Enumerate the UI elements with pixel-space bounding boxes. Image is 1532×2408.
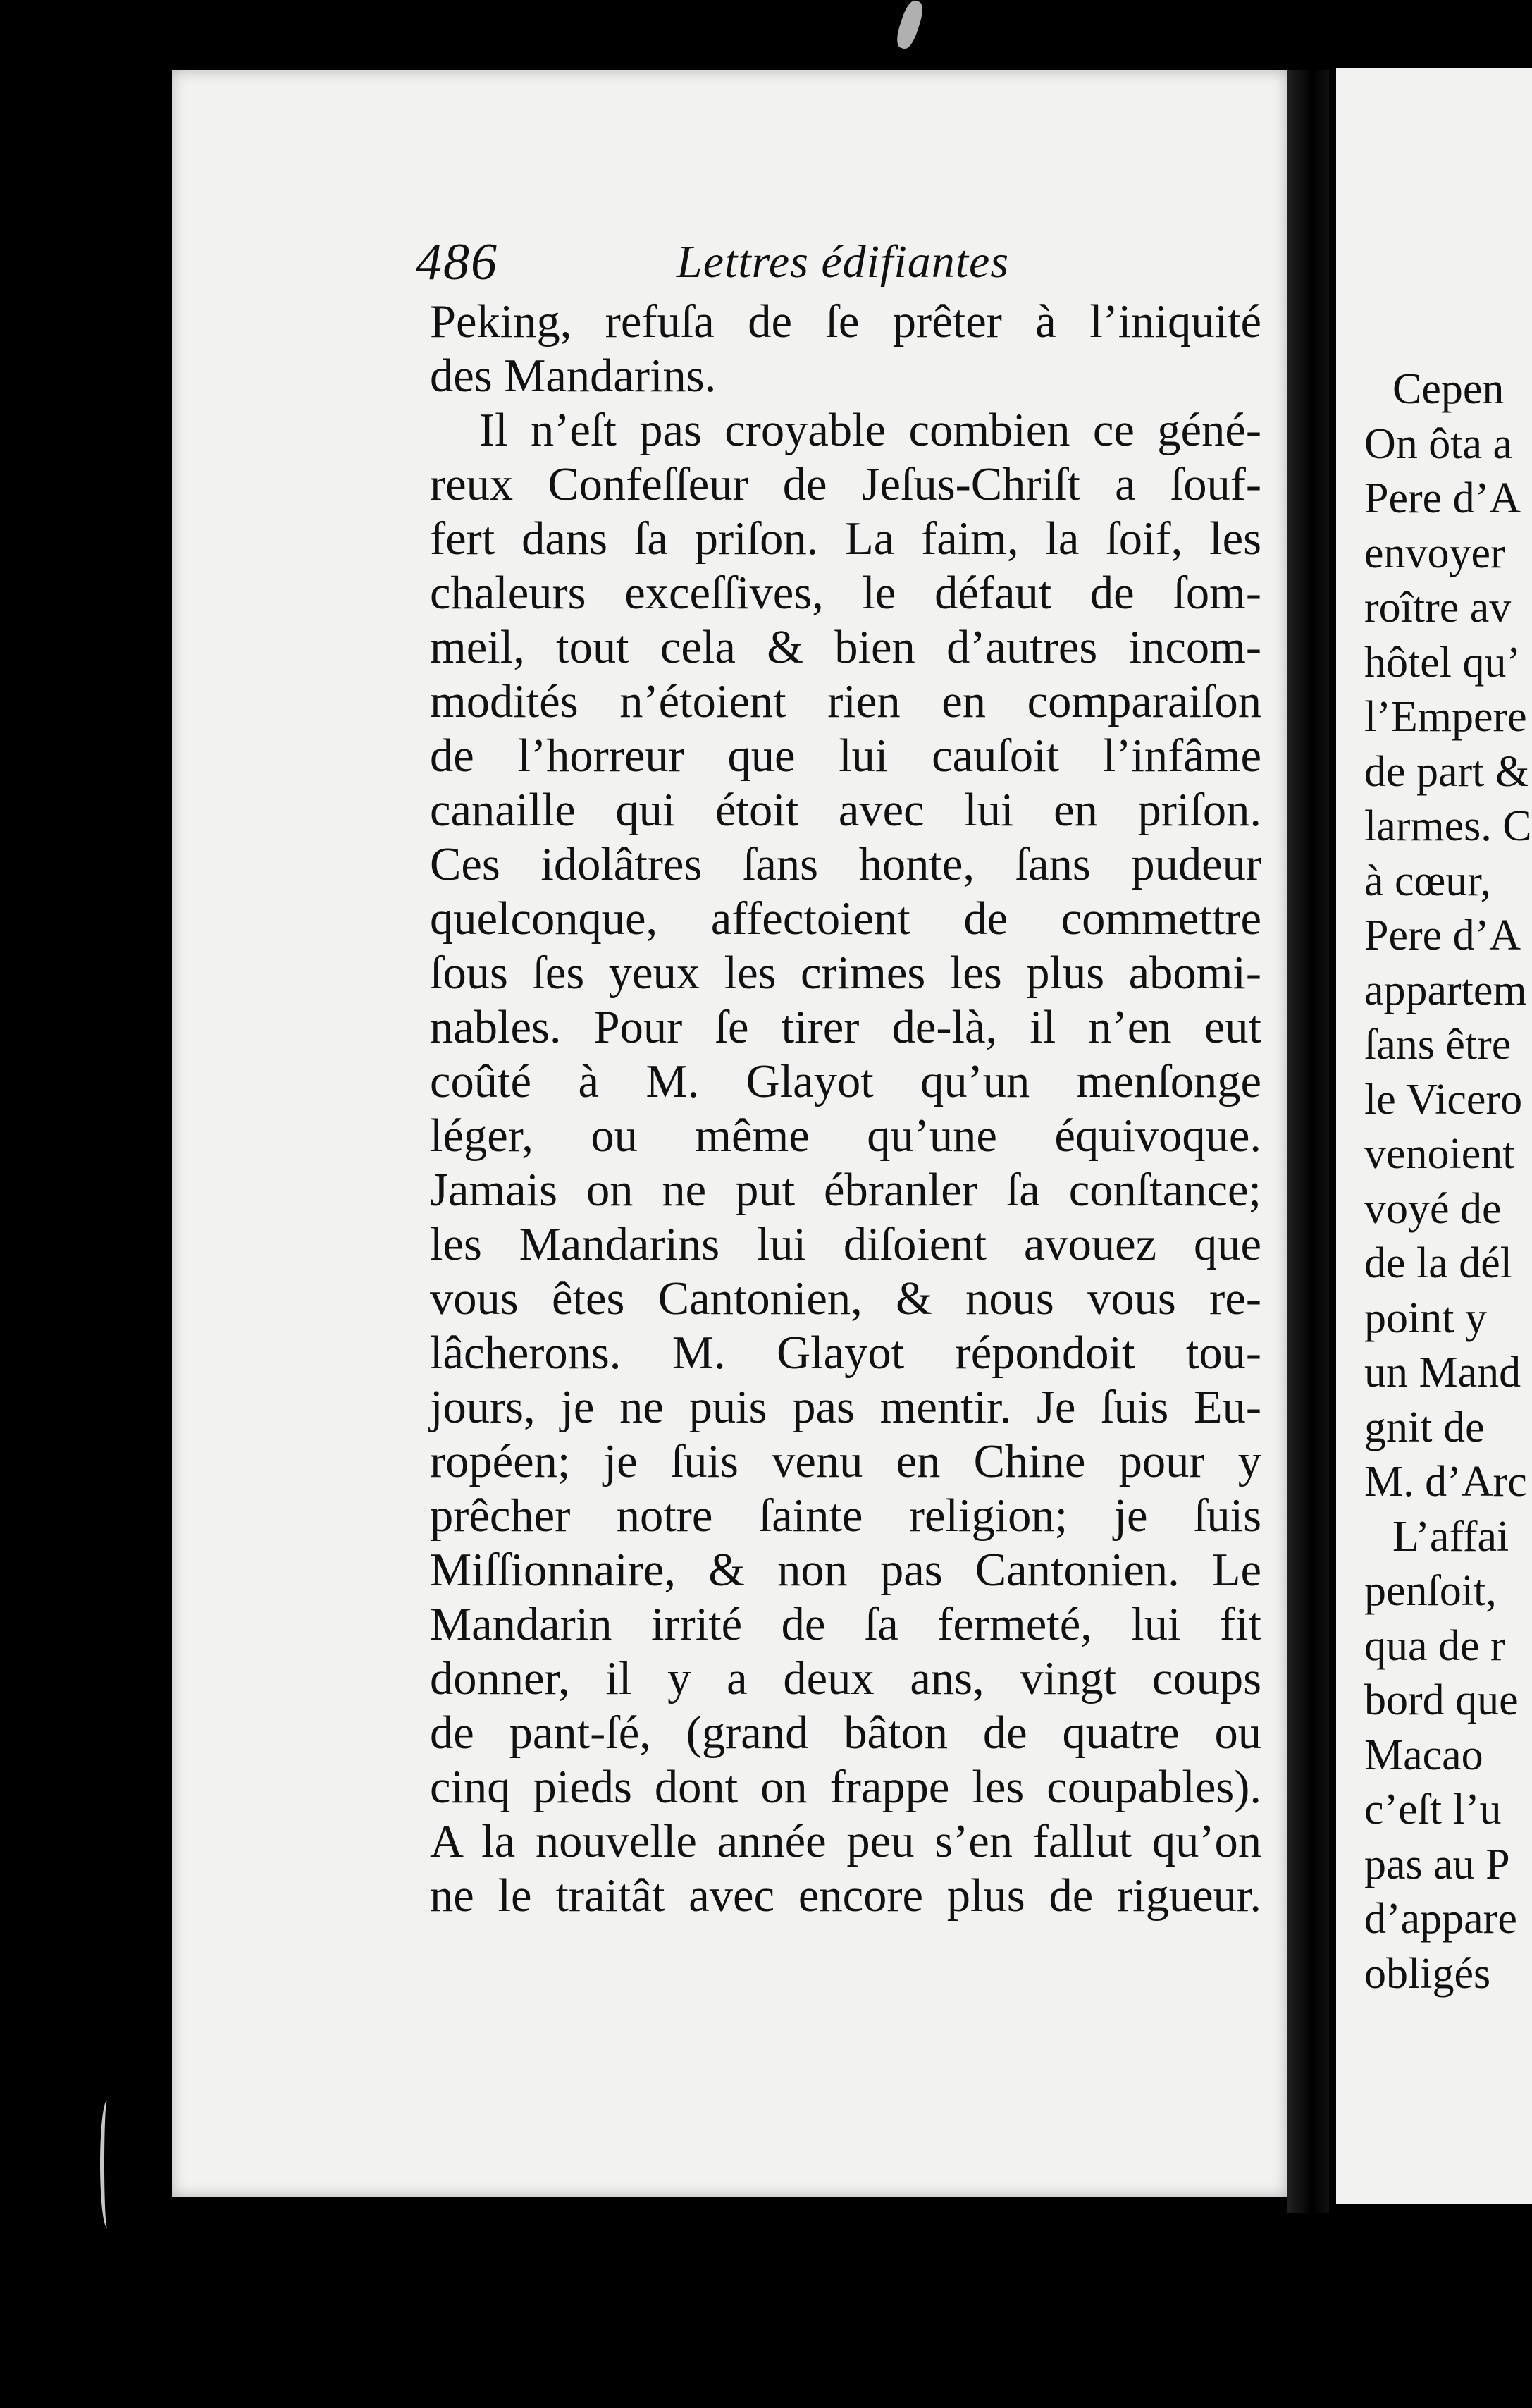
right-line: c’eſt l’u	[1364, 1786, 1502, 1833]
page-number: 486	[416, 233, 498, 291]
right-line: ſans être	[1364, 1021, 1512, 1069]
right-line: un Mand	[1364, 1349, 1521, 1396]
text-line: ſous ſes yeux les crimes les plus abomi-	[430, 947, 1261, 999]
right-line: bord que	[1364, 1676, 1519, 1724]
right-line: de part &	[1364, 747, 1530, 796]
right-line: Pere d’A	[1364, 911, 1521, 959]
text-line: de l’horreur que lui cauſoit l’infâme	[430, 730, 1261, 782]
right-line: L’affai	[1392, 1512, 1509, 1561]
text-line: Mandarin irrité de ſa fermeté, lui fit	[430, 1599, 1261, 1650]
scan-edge-mark	[100, 2101, 114, 2228]
text-line: cinq pieds dont on frappe les coupables).	[430, 1762, 1261, 1813]
text-line: canaille qui étoit avec lui en priſon.	[430, 785, 1261, 836]
right-line: voyé de	[1364, 1184, 1502, 1233]
text-line: nables. Pour ſe tirer de-là, il n’en eut	[430, 1002, 1261, 1053]
right-line: M. d’Arc	[1364, 1458, 1527, 1506]
right-line: Pere d’A	[1364, 474, 1521, 522]
running-title: Lettres édifiantes	[677, 236, 1010, 288]
right-line: envoyer	[1364, 529, 1505, 577]
right-line: On ôta a	[1364, 419, 1513, 468]
right-line: d’appare	[1364, 1895, 1517, 1943]
body-text	[430, 295, 1261, 1923]
right-line: Macao	[1364, 1731, 1483, 1779]
text-line: quelconque, affectoient de commettre	[430, 893, 1261, 945]
text-line: A la nouvelle année peu s’en fallut qu’on	[430, 1816, 1261, 1867]
scan-smudge	[894, 0, 926, 51]
text-line: coûté à M. Glayot qu’un menſonge	[430, 1056, 1261, 1107]
text-line: lâcherons. M. Glayot répondoit tou-	[430, 1327, 1261, 1379]
right-line: hôtel qu’	[1364, 638, 1521, 687]
text-line: des Mandarins.	[430, 350, 717, 402]
right-line: Cepen	[1392, 365, 1505, 413]
text-line: donner, il y a deux ans, vingt coups	[430, 1653, 1261, 1704]
text-line: jours, je ne puis pas mentir. Je ſuis Eu-	[430, 1382, 1261, 1433]
right-line: larmes. C	[1364, 802, 1532, 850]
text-line: fert dans ſa priſon. La faim, la ſoif, les	[430, 513, 1261, 565]
right-line: qua de r	[1364, 1621, 1505, 1670]
text-line: Ces idolâtres ſans honte, ſans pudeur	[430, 839, 1261, 890]
text-line: Il n’eſt pas croyable combien ce géné-	[479, 405, 1261, 456]
text-line: léger, ou même qu’une équivoque.	[430, 1110, 1261, 1162]
book-gutter	[1287, 70, 1329, 2213]
right-line: penſoit,	[1364, 1567, 1497, 1615]
right-line: pas au P	[1364, 1840, 1510, 1888]
text-line: prêcher notre ſainte religion; je ſuis	[430, 1490, 1261, 1542]
text-line: Miſſionnaire, & non pas Cantonien. Le	[430, 1544, 1261, 1596]
right-line: appartem	[1364, 966, 1527, 1014]
right-line: roître av	[1364, 584, 1512, 632]
text-line: ropéen; je ſuis venu en Chine pour y	[430, 1436, 1261, 1487]
text-line: modités n’étoient rien en comparaiſon	[430, 676, 1261, 727]
text-line: les Mandarins lui diſoient avouez que	[430, 1219, 1261, 1270]
right-line: de la dél	[1364, 1239, 1513, 1287]
text-line: Peking, refuſa de ſe prêter à l’iniquité	[430, 296, 1261, 348]
text-line: reux Confeſſeur de Jeſus-Chriſt a ſouf-	[430, 459, 1261, 510]
text-line: vous êtes Cantonien, & nous vous re-	[430, 1273, 1261, 1325]
right-page-text	[1364, 362, 1532, 2001]
text-line: chaleurs exceſſives, le défaut de ſom-	[430, 567, 1261, 619]
right-line: l’Empere	[1364, 693, 1527, 741]
right-line: point y	[1364, 1294, 1487, 1342]
right-line: à cœur,	[1364, 856, 1491, 905]
text-line: meil, tout cela & bien d’autres incom-	[430, 622, 1261, 673]
right-line: gnit de	[1364, 1403, 1485, 1451]
right-line: le Vicero	[1364, 1075, 1523, 1124]
right-page	[1336, 68, 1532, 2204]
text-line: Jamais on ne put ébranler ſa conſtance;	[430, 1165, 1261, 1216]
right-line: obligés	[1364, 1949, 1491, 1998]
text-line: de pant-ſé, (grand bâton de quatre ou	[430, 1707, 1261, 1759]
text-line: ne le traitât avec encore plus de rigueur.	[430, 1870, 1261, 1922]
right-line: venoient	[1364, 1130, 1515, 1178]
